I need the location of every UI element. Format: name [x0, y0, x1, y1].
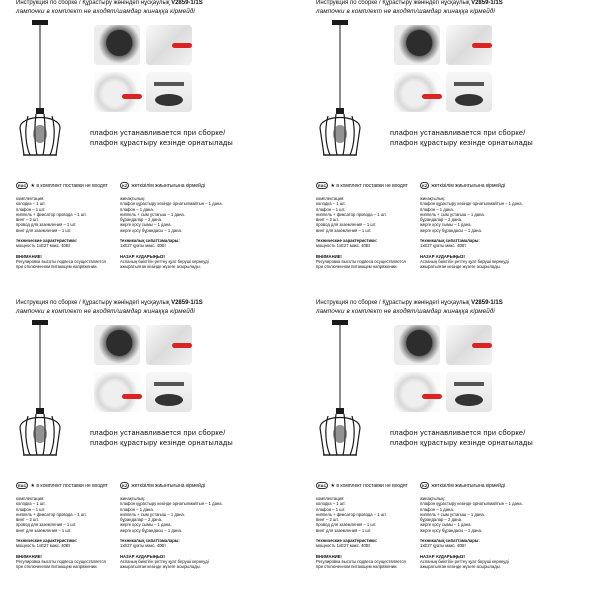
spec-item: ниппель + фиксатор провода – 1 шт. — [16, 211, 87, 217]
step-photo-hand-tool — [146, 325, 192, 365]
bulb — [33, 125, 47, 143]
ceiling-canopy — [32, 320, 48, 325]
spec-item: винт для заземления – 1 шт. — [316, 227, 372, 233]
spec-item: винт для заземления – 1 шт. — [16, 527, 72, 533]
spec-column-kz: жинақтылық: плафон құрастыру кезінде орнатылмайтын – 1 дана. плафон – 1 дана. ниппель + сым ұстағыш – 1 дана. бұрандалар – 2 дана. жерге қосу сымы – 1 дана. жерге қосу бұрандасы – 1 дана. техникалық сипаттамалары: 1xE27 қуаты макс. 40Вт НАЗАР АУДАРЫҢЫЗ! Аспаның биіктігін реттеу қуат беруші кернеуді ажыратылған кезінде жүзеге асырылады. — [420, 496, 550, 570]
bracket-diagram — [146, 72, 192, 112]
spec-item: плафон – 1 дана. — [120, 506, 154, 512]
spec-item: винт – 2 шт. — [316, 217, 339, 223]
spec-item: жерге қосу бұрандасы – 1 дана. — [420, 527, 482, 533]
spec-item: провод для заземления – 1 шт. — [16, 522, 77, 528]
ceiling-canopy — [332, 320, 348, 325]
spec-item: ниппель + сым ұстағыш – 1 дана. — [420, 511, 485, 517]
step-photo-shade — [94, 25, 140, 65]
spec-column-kz: жинақтылық: плафон құрастыру кезінде орнатылмайтын – 1 дана. плафон – 1 дана. ниппель + сым ұстағыш – 1 дана. бұрандалар – 2 дана. жерге қосу сымы – 1 дана. жерге қосу бұрандасы – 1 дана. техникалық сипаттамалары: 1xE27 қуаты макс. 40Вт НАЗАР АУДАРЫҢЫЗ! Аспаның биіктігін реттеу қуат беруші кернеуді ажыратылған кезінде жүзеге асырылады. — [120, 196, 250, 270]
step-photo-screwdriver — [94, 372, 140, 412]
spec-item: бұрандалар – 2 дана. — [120, 517, 163, 523]
spec-item: колодка – 1 шт. — [16, 201, 46, 207]
spec-item: винт – 2 шт. — [16, 217, 39, 223]
spec-item: жерге қосу сымы – 1 дана. — [420, 522, 472, 528]
step-photo-mounting-bracket — [146, 72, 192, 112]
eac-badge: EAC — [18, 183, 27, 188]
caption-line-2: плафон құрастыру кезінде орнатылады — [390, 138, 533, 147]
bulb — [333, 125, 347, 143]
pendant-lamp-illustration — [10, 20, 70, 170]
spec-item: провод для заземления – 1 шт. — [316, 222, 377, 228]
bracket-diagram — [446, 72, 492, 112]
step-photo-hand-tool — [446, 325, 492, 365]
spec-item: бұрандалар – 2 дана. — [120, 217, 163, 223]
bulb — [333, 425, 347, 443]
spec-item: провод для заземления – 1 шт. — [16, 222, 77, 228]
kz-badge: KZ — [422, 183, 428, 188]
ceiling-canopy — [32, 20, 48, 25]
spec-item: винт – 2 шт. — [16, 517, 39, 523]
spec-item: плафон – 1 шт. — [316, 206, 346, 212]
spec-item: винт – 2 шт. — [316, 517, 339, 523]
bulb — [33, 425, 47, 443]
certification-row — [16, 482, 286, 492]
instruction-sheet — [300, 0, 590, 290]
ceiling-canopy — [332, 20, 348, 25]
caption-line-2: плафон құрастыру кезінде орнатылады — [90, 438, 233, 447]
instruction-sheet — [0, 300, 290, 590]
spec-item: колодка – 1 шт. — [316, 201, 346, 207]
caption-line-2: плафон құрастыру кезінде орнатылады — [390, 438, 533, 447]
step-photo-screwdriver — [394, 72, 440, 112]
step-photo-mounting-bracket — [146, 372, 192, 412]
pendant-lamp-illustration — [10, 320, 70, 470]
logo-left: EAC ★ в комплект поставки не входят — [318, 483, 408, 489]
instruction-sheet — [300, 300, 590, 590]
kz-badge: KZ — [422, 483, 428, 488]
spec-item: бұрандалар – 2 дана. — [420, 517, 463, 523]
sheet-subtitle: лампочки в комплект не входят/шамдар жинаққа кірмейді — [316, 308, 495, 315]
lamp-holder — [336, 108, 344, 114]
spec-item: плафон құрастыру кезінде орнатылмайтын – 1 дана. — [420, 501, 523, 507]
logo-left: EAC ★ в комплект поставки не входят — [18, 483, 108, 489]
step-photo-screwdriver — [94, 72, 140, 112]
step-photo-mounting-bracket — [446, 72, 492, 112]
spec-item: ниппель + фиксатор провода – 1 шт. — [16, 511, 87, 517]
logo-right: KZ жеткізілім жиынтығына кірмейді — [422, 483, 505, 489]
spec-column-kz: жинақтылық: плафон құрастыру кезінде орнатылмайтын – 1 дана. плафон – 1 дана. ниппель + сым ұстағыш – 1 дана. бұрандалар – 2 дана. жерге қосу сымы – 1 дана. жерге қосу бұрандасы – 1 дана. техникалық сипаттамалары: 1xE27 қуаты макс. 40Вт НАЗАР АУДАРЫҢЫЗ! Аспаның биіктігін реттеу қуат беруші кернеуді ажыратылған кезінде жүзеге асырылады. — [120, 496, 250, 570]
step-photo-screwdriver — [394, 372, 440, 412]
spec-item: провод для заземления – 1 шт. — [316, 522, 377, 528]
step-photo-mounting-bracket — [446, 372, 492, 412]
lamp-figure — [10, 20, 70, 170]
spec-item: жерге қосу бұрандасы – 1 дана. — [120, 527, 182, 533]
eac-badge: EAC — [318, 183, 327, 188]
logo-left: EAC ★ в комплект поставки не входят — [18, 183, 108, 189]
spec-item: колодка – 1 шт. — [316, 501, 346, 507]
lamp-figure — [310, 320, 370, 470]
logo-right: KZ жеткізілім жиынтығына кірмейді — [422, 183, 505, 189]
caption-line-1: плафон устанавливается при сборке/ — [390, 428, 526, 437]
kz-badge: KZ — [122, 483, 128, 488]
spec-item: жерге қосу сымы – 1 дана. — [120, 222, 172, 228]
spec-column-ru: комплектация: колодка – 1 шт. плафон – 1 шт. ниппель + фиксатор провода – 1 шт. винт – 2 шт. провод для заземления – 1 шт. винт для заземления – 1 шт. технические характеристики: мощность 1xE27 макс. 40Вт ВНИМАНИЕ! Регулировка высоты подвеса осуществляется при отключенном питающем напряжении. — [16, 496, 136, 570]
step-photo-shade — [394, 325, 440, 365]
sheet-title: Инструкция по сборке / Құрастыру жөніндегі нұсқаулық V2859-1/1S — [16, 0, 203, 6]
lamp-holder — [36, 408, 44, 414]
bracket-diagram — [146, 372, 192, 412]
caption-line-2: плафон құрастыру кезінде орнатылады — [90, 138, 233, 147]
logo-left: EAC ★ в комплект поставки не входят — [318, 183, 408, 189]
certification-row — [316, 182, 586, 192]
instruction-sheet — [0, 0, 290, 290]
certification-row — [316, 482, 586, 492]
sheet-subtitle: лампочки в комплект не входят/шамдар жинаққа кірмейді — [16, 8, 195, 15]
certification-row — [16, 182, 286, 192]
spec-item: винт для заземления – 1 шт. — [316, 527, 372, 533]
step-photo-hand-tool — [446, 25, 492, 65]
spec-column-ru: комплектация: колодка – 1 шт. плафон – 1 шт. ниппель + фиксатор провода – 1 шт. винт – 2 шт. провод для заземления – 1 шт. винт для заземления – 1 шт. технические характеристики: мощность 1xE27 макс. 40Вт ВНИМАНИЕ! Регулировка высоты подвеса осуществляется при отключенном питающем напряжении. — [316, 496, 436, 570]
spec-item: плафон – 1 дана. — [420, 506, 454, 512]
spec-item: ниппель + сым ұстағыш – 1 дана. — [120, 211, 185, 217]
lamp-holder — [36, 108, 44, 114]
spec-item: плафон құрастыру кезінде орнатылмайтын – 1 дана. — [120, 201, 223, 207]
logo-right: KZ жеткізілім жиынтығына кірмейді — [122, 183, 205, 189]
sheet-subtitle: лампочки в комплект не входят/шамдар жинаққа кірмейді — [16, 308, 195, 315]
caption-line-1: плафон устанавливается при сборке/ — [90, 428, 226, 437]
lamp-figure — [310, 20, 370, 170]
spec-item: плафон құрастыру кезінде орнатылмайтын – 1 дана. — [420, 201, 523, 207]
spec-item: бұрандалар – 2 дана. — [420, 217, 463, 223]
spec-column-kz: жинақтылық: плафон құрастыру кезінде орнатылмайтын – 1 дана. плафон – 1 дана. ниппель + сым ұстағыш – 1 дана. бұрандалар – 2 дана. жерге қосу сымы – 1 дана. жерге қосу бұрандасы – 1 дана. техникалық сипаттамалары: 1xE27 қуаты макс. 40Вт НАЗАР АУДАРЫҢЫЗ! Аспаның биіктігін реттеу қуат беруші кернеуді ажыратылған кезінде жүзеге асырылады. — [420, 196, 550, 270]
spec-item: жерге қосу бұрандасы – 1 дана. — [420, 227, 482, 233]
step-photo-shade — [94, 325, 140, 365]
spec-item: жерге қосу бұрандасы – 1 дана. — [120, 227, 182, 233]
step-photo-hand-tool — [146, 25, 192, 65]
spec-item: ниппель + фиксатор провода – 1 шт. — [316, 211, 387, 217]
sheet-title: Инструкция по сборке / Құрастыру жөніндегі нұсқаулық V2859-1/1S — [16, 300, 203, 306]
pendant-lamp-illustration — [310, 20, 370, 170]
spec-item: плафон – 1 шт. — [16, 506, 46, 512]
sheet-subtitle: лампочки в комплект не входят/шамдар жинаққа кірмейді — [316, 8, 495, 15]
caption-line-1: плафон устанавливается при сборке/ — [390, 128, 526, 137]
spec-item: винт для заземления – 1 шт. — [16, 227, 72, 233]
kz-badge: KZ — [122, 183, 128, 188]
bracket-diagram — [446, 372, 492, 412]
spec-item: жерге қосу сымы – 1 дана. — [420, 222, 472, 228]
logo-right: KZ жеткізілім жиынтығына кірмейді — [122, 483, 205, 489]
spec-item: плафон құрастыру кезінде орнатылмайтын – 1 дана. — [120, 501, 223, 507]
spec-column-ru: комплектация: колодка – 1 шт. плафон – 1 шт. ниппель + фиксатор провода – 1 шт. винт – 2 шт. провод для заземления – 1 шт. винт для заземления – 1 шт. технические характеристики: мощность 1xE27 макс. 40Вт ВНИМАНИЕ! Регулировка высоты подвеса осуществляется при отключенном питающем напряжении. — [316, 196, 436, 270]
spec-item: ниппель + сым ұстағыш – 1 дана. — [420, 211, 485, 217]
spec-item: плафон – 1 дана. — [120, 206, 154, 212]
eac-badge: EAC — [318, 483, 327, 488]
pendant-lamp-illustration — [310, 320, 370, 470]
caption-line-1: плафон устанавливается при сборке/ — [90, 128, 226, 137]
lamp-holder — [336, 408, 344, 414]
spec-column-ru: комплектация: колодка – 1 шт. плафон – 1 шт. ниппель + фиксатор провода – 1 шт. винт – 2 шт. провод для заземления – 1 шт. винт для заземления – 1 шт. технические характеристики: мощность 1xE27 макс. 40Вт ВНИМАНИЕ! Регулировка высоты подвеса осуществляется при отключенном питающем напряжении. — [16, 196, 136, 270]
spec-item: ниппель + фиксатор провода – 1 шт. — [316, 511, 387, 517]
lamp-figure — [10, 320, 70, 470]
spec-item: жерге қосу сымы – 1 дана. — [120, 522, 172, 528]
spec-item: колодка – 1 шт. — [16, 501, 46, 507]
eac-badge: EAC — [18, 483, 27, 488]
spec-item: плафон – 1 дана. — [420, 206, 454, 212]
sheet-title: Инструкция по сборке / Құрастыру жөніндегі нұсқаулық V2859-1/1S — [316, 300, 503, 306]
sheet-title: Инструкция по сборке / Құрастыру жөніндегі нұсқаулық V2859-1/1S — [316, 0, 503, 6]
spec-item: плафон – 1 шт. — [16, 206, 46, 212]
step-photo-shade — [394, 25, 440, 65]
spec-item: плафон – 1 шт. — [316, 506, 346, 512]
spec-item: ниппель + сым ұстағыш – 1 дана. — [120, 511, 185, 517]
